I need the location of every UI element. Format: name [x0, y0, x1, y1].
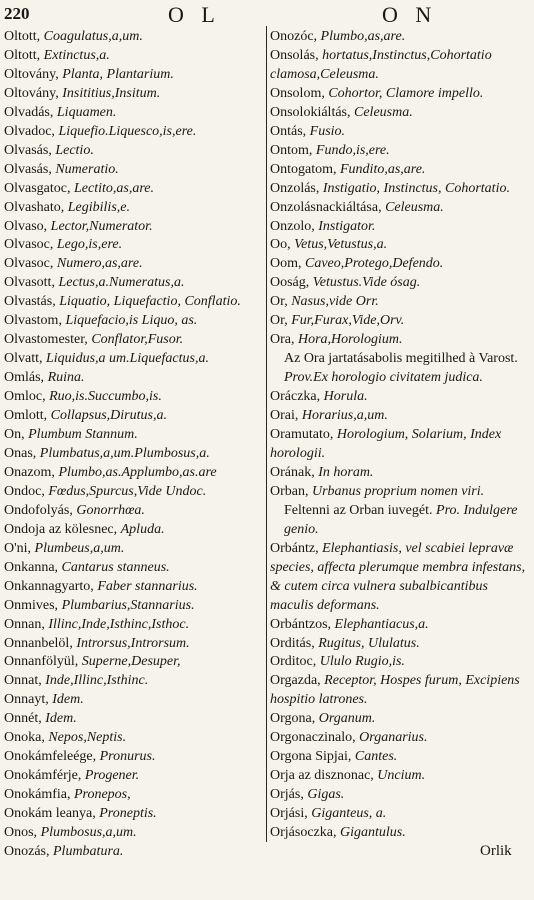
entry-latin-gloss: Cantes. [354, 749, 398, 765]
entry-latin-gloss: Pronepos, [73, 787, 131, 803]
entry-headword: On, [4, 427, 25, 443]
entry-headword: Orgazda, [270, 673, 321, 689]
entry-headword: Onos, [4, 825, 38, 841]
entry-latin-gloss: Horologium, Solarium, Index horologii. [270, 427, 502, 461]
entry-headword: Onnan, [4, 616, 45, 632]
entry-latin-gloss: Lectito,as,are. [73, 180, 154, 196]
entry-headword: Or, [270, 294, 288, 310]
dictionary-entry [270, 47, 528, 85]
dictionary-entry [270, 350, 528, 388]
entry-headword: Onkanna, [4, 559, 59, 575]
entry-latin-gloss: Liquefio.Liquesco,is,ere. [58, 123, 197, 139]
entry-headword: Orjás, [270, 787, 304, 803]
entry-headword: Onkannagyarto, [4, 578, 94, 594]
entry-latin-gloss: Superne,Desuper, [81, 654, 181, 670]
entry-headword: Onokámfia, [4, 787, 71, 803]
right-running-head: O N [382, 2, 438, 27]
entry-latin-gloss: Proneptis. [99, 806, 157, 822]
entry-headword: Onozás, [4, 843, 50, 859]
entry-headword: Olvadoc, [4, 123, 55, 139]
dictionary-entry [4, 691, 262, 710]
entry-headword: Ontom, [270, 142, 313, 158]
dictionary-entry [4, 559, 262, 578]
entry-headword: Onzolás, [270, 180, 320, 196]
entry-latin-gloss: Plumbatus,a,um.Plumbosus,a. [39, 445, 210, 461]
entry-latin-gloss: Gigas. [307, 787, 345, 803]
entry-headword: Onozóc, [270, 29, 318, 44]
entry-latin-gloss: Gonorrhœa. [76, 502, 145, 518]
dictionary-entry [4, 369, 262, 388]
dictionary-entry [4, 653, 262, 672]
dictionary-entry [270, 635, 528, 654]
entry-headword: Oltott, [4, 29, 41, 44]
entry-latin-gloss: Gigantulus. [339, 825, 406, 841]
dictionary-entry [270, 199, 528, 218]
entry-headword: Orgonaczinalo, [270, 730, 356, 746]
dictionary-entry [4, 161, 262, 180]
entry-headword: Onsolom, [270, 85, 325, 101]
dictionary-entry [270, 426, 528, 464]
entry-headword: Orjásoczka, [270, 825, 337, 841]
entry-latin-gloss: Cohortor, Clamore impello. [328, 85, 484, 101]
dictionary-entry [270, 142, 528, 161]
entry-headword: Ondoc, [4, 483, 45, 499]
entry-headword: Olvashato, [4, 199, 65, 215]
dictionary-entry [4, 729, 262, 748]
entry-headword: Olvasás, [4, 142, 52, 158]
entry-latin-gloss: Receptor, Hospes furum, Excipiens hospitio latrones. [270, 673, 520, 708]
entry-latin-gloss: Caveo,Protego,Defendo. [305, 256, 444, 272]
dictionary-entry [4, 824, 262, 843]
entry-latin-gloss: Liquamen. [56, 104, 117, 120]
dictionary-entry [4, 28, 262, 47]
entry-latin-gloss: Urbanus proprium nomen viri. [312, 483, 485, 499]
entry-headword: Oltott, [4, 47, 41, 63]
page-number: 220 [4, 4, 30, 23]
dictionary-entry [4, 274, 262, 293]
entry-headword: Omlás, [4, 370, 45, 386]
dictionary-entry [4, 312, 262, 331]
entry-latin-gloss: Extinctus,a. [43, 47, 110, 63]
entry-headword: Orja az disznonac, [270, 768, 374, 784]
entry-latin-gloss: Idem. [45, 711, 77, 727]
entry-latin-gloss: Rugitus, Ululatus. [318, 635, 420, 651]
dictionary-entry [270, 293, 528, 312]
entry-latin-gloss: Numeratio. [55, 161, 119, 177]
dictionary-entry [4, 255, 262, 274]
dictionary-entry [270, 710, 528, 729]
entry-headword: Onsolás, [270, 47, 319, 63]
entry-latin-gloss: Progener. [84, 768, 140, 784]
entry-headword: Orai, [270, 408, 299, 424]
entry-latin-gloss: Inde,Illinc,Isthinc. [45, 673, 149, 689]
entry-latin-gloss: Vetustus.Vide ósag. [312, 275, 421, 291]
entry-headword: Orbántz, [270, 540, 319, 556]
dictionary-entry [270, 729, 528, 748]
entry-headword: Oo, [270, 237, 291, 253]
dictionary-entry [4, 426, 262, 445]
dictionary-entry [4, 350, 262, 369]
dictionary-entry [270, 407, 528, 426]
dictionary-entry [4, 502, 262, 521]
entry-headword: Feltenni az Orban iuvegét. [284, 502, 433, 518]
entry-headword: Ondoja az kölesnec, [4, 521, 118, 537]
entry-latin-gloss: Lego,is,ere. [56, 237, 123, 253]
dictionary-entry [4, 464, 262, 483]
entry-latin-gloss: Organum. [318, 711, 376, 727]
entry-latin-gloss: Elephantiacus,a. [334, 616, 429, 632]
dictionary-entry [270, 104, 528, 123]
dictionary-entry [4, 445, 262, 464]
entry-headword: Onas, [4, 445, 37, 461]
entry-latin-gloss: Lectus,a.Numeratus,a. [58, 275, 185, 291]
dictionary-entry [270, 312, 528, 331]
dictionary-entry [4, 331, 262, 350]
entry-latin-gloss: Conflator,Fusor. [91, 332, 184, 348]
entry-headword: Onnat, [4, 673, 42, 689]
entry-latin-gloss: Ruo,is.Succumbo,is. [49, 389, 162, 405]
dictionary-entry [270, 255, 528, 274]
entry-headword: Olvaso, [4, 218, 48, 234]
entry-headword: Olvasoc, [4, 237, 54, 253]
entry-headword: Orditás, [270, 635, 315, 651]
entry-headword: Ontás, [270, 123, 307, 139]
entry-headword: Onokámférje, [4, 768, 82, 784]
dictionary-entry [4, 104, 262, 123]
dictionary-entry [270, 274, 528, 293]
entry-headword: Onsolokiáltás, [270, 104, 351, 120]
dictionary-entry [270, 161, 528, 180]
entry-latin-gloss: Plumbeus,a,um. [34, 540, 125, 556]
entry-headword: Onnanfölyül, [4, 654, 79, 670]
entry-latin-gloss: Fur,Furax,Vide,Orv. [291, 313, 405, 329]
entry-latin-gloss: Elephantiasis, vel scabiei lepravæ species, affecta plerumque membra infestans, & cutem circa vulnera subalbicantibus maculis deformans. [270, 540, 526, 613]
entry-headword: Omloc, [4, 389, 46, 405]
entry-headword: Oráczka, [270, 389, 321, 405]
entry-headword: Oltovány, [4, 85, 59, 101]
entry-latin-gloss: Pronurus. [99, 749, 156, 765]
dictionary-entry [270, 236, 528, 255]
dictionary-entry [270, 767, 528, 786]
entry-headword: Olvasott, [4, 275, 55, 291]
entry-latin-gloss: Numero,as,are. [56, 256, 143, 272]
left-column [4, 28, 262, 862]
dictionary-entry [4, 540, 262, 559]
dictionary-entry [4, 710, 262, 729]
entry-latin-gloss: Legibilis,e. [67, 199, 130, 215]
dictionary-entry [4, 786, 262, 805]
left-running-head: O L [168, 2, 221, 27]
dictionary-entry [270, 824, 528, 843]
dictionary-entry [270, 805, 528, 824]
entry-headword: Ora, [270, 332, 295, 348]
dictionary-entry [270, 653, 528, 672]
dictionary-entry [270, 85, 528, 104]
dictionary-entry [4, 767, 262, 786]
entry-latin-gloss: Pro. Indulgere genio. [284, 502, 518, 537]
entry-latin-gloss: Apluda. [120, 521, 165, 537]
entry-latin-gloss: Prov.Ex horologio civitatem judica. [284, 370, 483, 386]
entry-latin-gloss: Fusio. [309, 123, 346, 139]
dictionary-entry [4, 597, 262, 616]
entry-latin-gloss: Planta, Plantarium. [62, 66, 174, 82]
dictionary-entry [4, 236, 262, 255]
dictionary-entry [4, 616, 262, 635]
entry-headword: Az Ora jartatásabolis megitilhed à Varost. [284, 351, 518, 367]
entry-latin-gloss: Insititius,Insitum. [62, 85, 161, 101]
entry-latin-gloss: Lector,Numerator. [50, 218, 153, 234]
dictionary-entry [270, 502, 528, 540]
entry-headword: Olvasás, [4, 161, 52, 177]
entry-latin-gloss: Faber stannarius. [97, 578, 198, 594]
entry-latin-gloss: Idem. [52, 692, 84, 708]
entry-latin-gloss: Plumbo,as,are. [320, 29, 406, 44]
entry-headword: Olvasoc, [4, 256, 54, 272]
entry-latin-gloss: Fundo,is,ere. [315, 142, 390, 158]
entry-headword: Orgona Sipjai, [270, 749, 352, 765]
column-divider [266, 26, 267, 842]
entry-latin-gloss: Plumbum Stannum. [28, 427, 138, 443]
entry-headword: Omlott, [4, 408, 48, 424]
entry-headword: Oom, [270, 256, 302, 272]
entry-headword: Oltovány, [4, 66, 59, 82]
dictionary-entry [4, 578, 262, 597]
dictionary-entry [4, 843, 262, 862]
catchword: Orlik [480, 843, 512, 859]
entry-headword: Orjási, [270, 806, 308, 822]
entry-latin-gloss: In horam. [318, 464, 374, 480]
entry-latin-gloss: Plumbosus,a,um. [40, 825, 137, 841]
entry-latin-gloss: Liquatio, Liquefactio, Conflatio. [59, 294, 241, 310]
entry-headword: Olvastás, [4, 294, 56, 310]
entry-latin-gloss: Introrsus,Introrsum. [76, 635, 190, 651]
entry-headword: Olvadás, [4, 104, 54, 120]
dictionary-entry [270, 672, 528, 710]
entry-headword: Onokám leanya, [4, 806, 96, 822]
entry-latin-gloss: Ululo Rugio,is. [319, 654, 405, 670]
entry-headword: Olvastomester, [4, 332, 88, 348]
dictionary-entry [4, 635, 262, 654]
dictionary-entry [270, 540, 528, 616]
dictionary-entry [270, 388, 528, 407]
entry-headword: O'ni, [4, 540, 32, 556]
entry-latin-gloss: Plumbarius,Stannarius. [61, 597, 195, 613]
entry-headword: Ontogatom, [270, 161, 337, 177]
dictionary-entry [4, 47, 262, 66]
dictionary-entry [4, 180, 262, 199]
dictionary-entry [4, 66, 262, 85]
entry-headword: Olvatt, [4, 351, 43, 367]
dictionary-entry [270, 331, 528, 350]
entry-latin-gloss: Vetus,Vetustus,a. [294, 237, 388, 253]
entry-latin-gloss: Plumbo,as.Applumbo,as.are [58, 464, 217, 480]
dictionary-entry [4, 293, 262, 312]
dictionary-entry [4, 805, 262, 824]
dictionary-entry [270, 616, 528, 635]
entry-latin-gloss: Collapsus,Dirutus,a. [50, 408, 167, 424]
dictionary-entry [4, 407, 262, 426]
dictionary-entry [4, 142, 262, 161]
entry-latin-gloss: Fundito,as,are. [340, 161, 426, 177]
entry-latin-gloss: Instigatio, Instinctus, Cohortatio. [322, 180, 510, 196]
entry-headword: Or, [270, 313, 288, 329]
entry-headword: Ondofolyás, [4, 502, 73, 518]
entry-latin-gloss: Horarius,a,um. [301, 408, 388, 424]
entry-latin-gloss: Giganteus, a. [311, 806, 387, 822]
dictionary-entry [270, 28, 528, 47]
dictionary-entry [270, 786, 528, 805]
dictionary-entry [4, 85, 262, 104]
entry-latin-gloss: Organarius. [359, 730, 428, 746]
entry-latin-gloss: Nasus,vide Orr. [291, 294, 379, 310]
entry-latin-gloss: hortatus,Instinctus,Cohortatio clamosa,Celeusma. [270, 47, 492, 82]
entry-headword: Oramutato, [270, 427, 334, 443]
dictionary-entry [4, 123, 262, 142]
right-column [270, 28, 528, 843]
dictionary-entry [4, 521, 262, 540]
entry-latin-gloss: Fœdus,Spurcus,Vide Undoc. [48, 483, 207, 499]
entry-headword: Olvastom, [4, 313, 62, 329]
entry-latin-gloss: Celeusma. [385, 199, 444, 215]
dictionary-entry [4, 199, 262, 218]
entry-latin-gloss: Nepos,Neptis. [48, 730, 127, 746]
dictionary-entry [270, 483, 528, 502]
entry-headword: Orbántzos, [270, 616, 332, 632]
dictionary-entry [4, 218, 262, 237]
entry-headword: Orditoc, [270, 654, 317, 670]
entry-latin-gloss: Liquefacio,is Liquo, as. [65, 313, 198, 329]
entry-latin-gloss: Instigator. [318, 218, 376, 234]
dictionary-entry [4, 483, 262, 502]
entry-latin-gloss: Celeusma. [354, 104, 413, 120]
entry-latin-gloss: Horula. [323, 389, 368, 405]
entry-latin-gloss: Coagulatus,a,um. [43, 29, 143, 44]
entry-headword: Orgona, [270, 711, 316, 727]
page-header [0, 4, 534, 26]
entry-latin-gloss: Liquidus,a um.Liquefactus,a. [46, 351, 209, 367]
dictionary-entry [4, 672, 262, 691]
dictionary-entry [4, 748, 262, 767]
entry-headword: Olvasgatoc, [4, 180, 71, 196]
dictionary-entry [270, 123, 528, 142]
entry-headword: Onokámfeleége, [4, 749, 97, 765]
dictionary-entry [270, 748, 528, 767]
entry-headword: Orának, [270, 464, 315, 480]
dictionary-entry [270, 464, 528, 483]
entry-latin-gloss: Illinc,Inde,Isthinc,Isthoc. [48, 616, 190, 632]
entry-latin-gloss: Uncium. [377, 768, 426, 784]
entry-headword: Onmives, [4, 597, 59, 613]
dictionary-entry [4, 388, 262, 407]
entry-headword: Onzolo, [270, 218, 315, 234]
entry-latin-gloss: Plumbatura. [53, 843, 124, 859]
entry-headword: Onzolásnackiáltása, [270, 199, 382, 215]
entry-headword: Ooság, [270, 275, 310, 291]
entry-latin-gloss: Hora,Horologium. [298, 332, 403, 348]
dictionary-entry [270, 180, 528, 199]
dictionary-entry [270, 218, 528, 237]
entry-latin-gloss: Cantarus stanneus. [61, 559, 170, 575]
entry-headword: Onoka, [4, 730, 45, 746]
entry-headword: Orban, [270, 483, 309, 499]
entry-headword: Onnanbelöl, [4, 635, 73, 651]
entry-latin-gloss: Ruina. [47, 370, 85, 386]
entry-headword: Onnayt, [4, 692, 49, 708]
entry-latin-gloss: Lectio. [55, 142, 94, 158]
entry-headword: Onnét, [4, 711, 42, 727]
entry-headword: Onazom, [4, 464, 55, 480]
